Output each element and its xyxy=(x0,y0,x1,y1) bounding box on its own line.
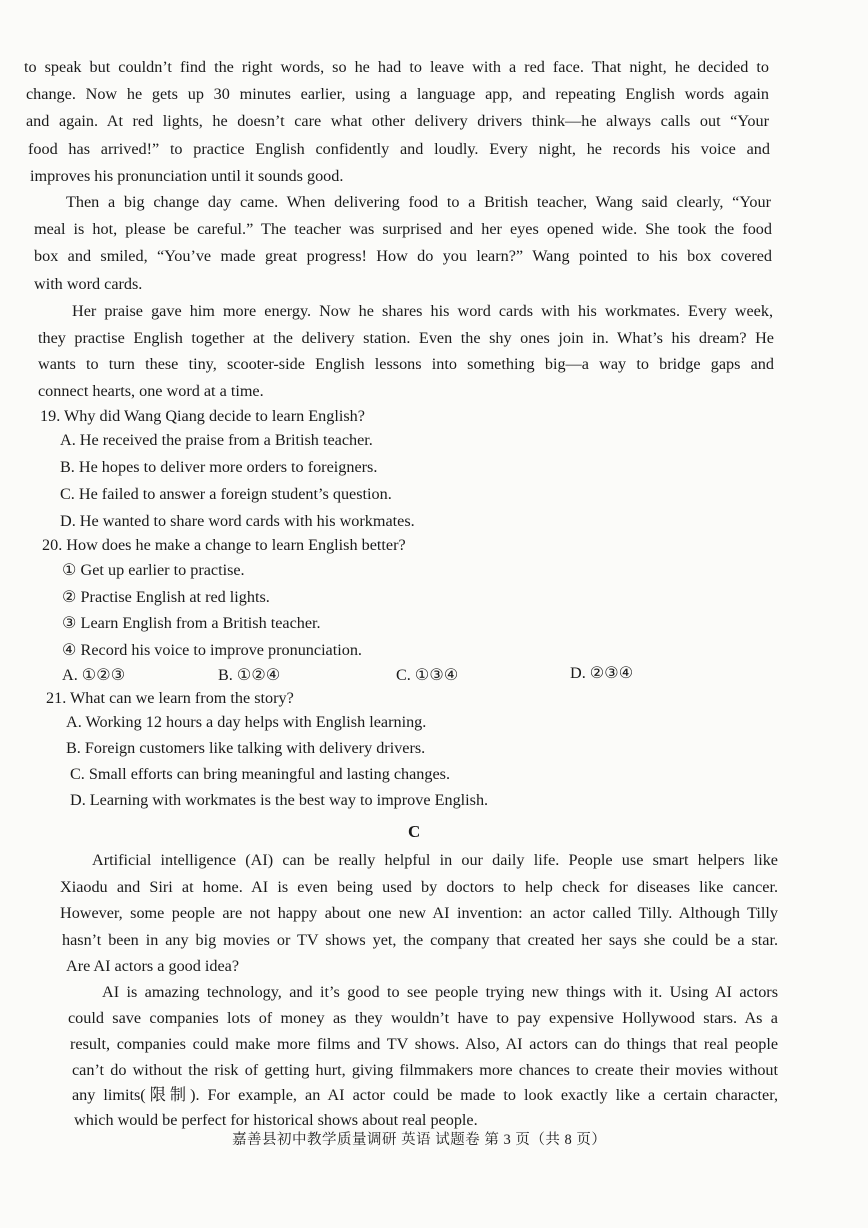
passage-line: improves his pronunciation until it sounds good. xyxy=(30,167,344,185)
passage-line: However, some people are not happy about one new AI invention: an actor called Tilly. Although Tilly xyxy=(60,904,778,922)
passage-line: result, companies could make more films and TV shows. Also, AI actors can do things that real people xyxy=(70,1035,778,1053)
statement-item: ③ Learn English from a British teacher. xyxy=(62,614,321,632)
answer-option: C. He failed to answer a foreign student’s question. xyxy=(60,485,392,503)
passage-line: connect hearts, one word at a time. xyxy=(38,382,264,400)
passage-line: food has arrived!” to practice English confidently and loudly. Every night, he records his voice and xyxy=(28,140,770,158)
passage-line: wants to turn these tiny, scooter-side English lessons into something big—a way to bridge gaps and xyxy=(38,355,774,373)
answer-option: D. ②③④ xyxy=(570,664,634,682)
passage-line: which would be perfect for historical shows about real people. xyxy=(74,1111,478,1129)
answer-option: C. Small efforts can bring meaningful and lasting changes. xyxy=(70,765,451,783)
statement-item: ② Practise English at red lights. xyxy=(62,588,270,606)
passage-line: Then a big change day came. When delivering food to a British teacher, Wang said clearly, “Your xyxy=(66,193,771,211)
passage-line: and again. At red lights, he doesn’t care what other delivery drivers think—he always calls out “Your xyxy=(26,112,769,130)
passage-line: meal is hot, please be careful.” The teacher was surprised and her eyes opened wide. She took the food xyxy=(34,220,772,238)
answer-option: A. Working 12 hours a day helps with English learning. xyxy=(66,713,427,731)
question-stem: 19. Why did Wang Qiang decide to learn English? xyxy=(40,407,365,425)
answer-option: A. He received the praise from a British teacher. xyxy=(60,431,373,449)
answer-option: B. He hopes to deliver more orders to foreigners. xyxy=(60,458,378,476)
passage-line: change. Now he gets up 30 minutes earlier, using a language app, and repeating English words again xyxy=(26,85,769,103)
answer-option: B. Foreign customers like talking with delivery drivers. xyxy=(66,739,426,757)
answer-option: B. ①②④ xyxy=(218,666,281,684)
passage-line: AI is amazing technology, and it’s good to see people trying new things with it. Using AI actors xyxy=(102,983,778,1001)
passage-line: Are AI actors a good idea? xyxy=(66,957,240,975)
passage-line: Xiaodu and Siri at home. AI is even being used by doctors to help check for diseases like cancer. xyxy=(60,878,778,896)
passage-line: they practise English together at the delivery station. Even the shy ones join in. What’s his dream? He xyxy=(38,329,774,347)
passage-line: any limits(限制). For example, an AI actor could be made to look exactly like a certain character, xyxy=(72,1086,778,1104)
passage-line: Artificial intelligence (AI) can be really helpful in our daily life. People use smart helpers like xyxy=(92,851,778,869)
page-footer: 嘉善县初中教学质量调研 英语 试题卷 第 3 页（共 8 页） xyxy=(232,1132,607,1148)
answer-option: A. ①②③ xyxy=(62,666,126,684)
passage-line: could save companies lots of money as they wouldn’t have to pay expensive Hollywood stars. As a xyxy=(68,1009,778,1027)
answer-option: D. Learning with workmates is the best way to improve English. xyxy=(70,791,489,809)
passage-line: can’t do without the risk of getting hurt, giving filmmakers more chances to create their movies without xyxy=(72,1061,778,1079)
passage-line: Her praise gave him more energy. Now he shares his word cards with his workmates. Every week, xyxy=(72,302,773,320)
passage-line: with word cards. xyxy=(34,275,143,293)
answer-option: C. ①③④ xyxy=(396,666,459,684)
section-heading: C xyxy=(408,822,421,841)
passage-line: to speak but couldn’t find the right words, so he had to leave with a red face. That night, he decided to xyxy=(24,58,769,76)
question-stem: 20. How does he make a change to learn English better? xyxy=(42,536,406,554)
passage-line: hasn’t been in any big movies or TV shows yet, the company that created her says she could be a star. xyxy=(62,931,778,949)
passage-line: box and smiled, “You’ve made great progress! How do you learn?” Wang pointed to his box covered xyxy=(34,247,772,265)
question-stem: 21. What can we learn from the story? xyxy=(46,689,294,707)
statement-item: ④ Record his voice to improve pronunciation. xyxy=(62,641,362,659)
answer-option: D. He wanted to share word cards with his workmates. xyxy=(60,512,415,530)
statement-item: ① Get up earlier to practise. xyxy=(62,561,245,579)
